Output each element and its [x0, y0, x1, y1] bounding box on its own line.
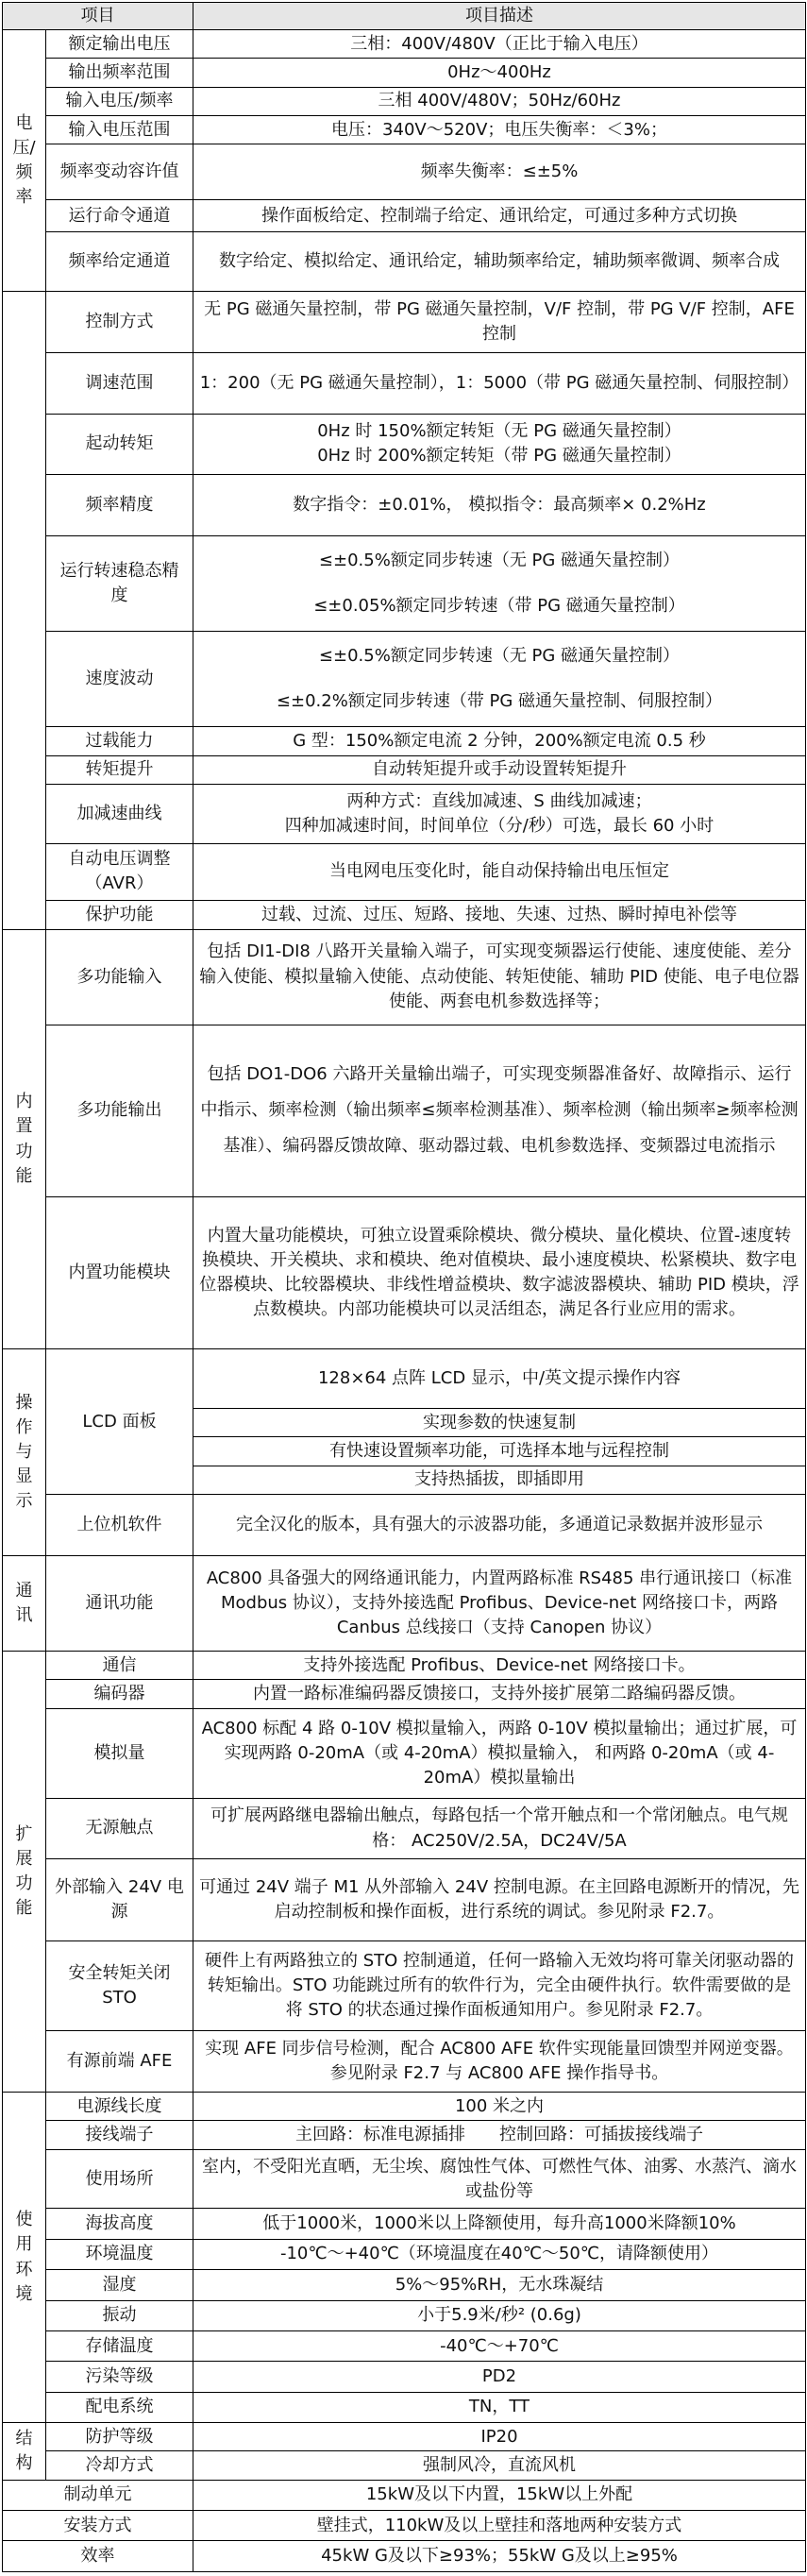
desc-cell	[193, 632, 806, 727]
desc-cell: 低于1000米，1000米以上降额使用，每升高1000米降额10%	[193, 2209, 806, 2239]
desc-cell: 支持热插拔，即插即用	[193, 1466, 806, 1494]
spec-row	[3, 87, 806, 115]
spec-row	[3, 2149, 806, 2209]
spec-row	[3, 1680, 806, 1708]
desc-cell	[193, 535, 806, 631]
desc-cell: 45kW G及以下≥93%；55kW G及以上≥95%	[193, 2541, 806, 2572]
desc-cell	[193, 414, 806, 475]
desc-cell: IP20	[193, 2422, 806, 2450]
spec-row	[3, 2330, 806, 2361]
spec-row	[3, 843, 806, 901]
desc-cell: 电压：340V～520V；电压失衡率：＜3%；	[193, 116, 806, 144]
item-cell: 编码器	[46, 1680, 193, 1708]
spec-row	[3, 1555, 806, 1651]
item-cell: 制动单元	[3, 2480, 193, 2510]
desc-cell: TN，TT	[193, 2392, 806, 2422]
desc-cell: 有快速设置频率功能，可选择本地与远程控制	[193, 1437, 806, 1466]
desc-line: 0Hz 时 200%额定转矩（带 PG 磁通矢量控制）	[317, 446, 681, 466]
desc-cell: 室内，不受阳光直晒，无尘埃、腐蚀性气体、可燃性气体、油雾、水蒸汽、滴水或盐份等	[193, 2149, 806, 2209]
item-cell: 内置功能模块	[46, 1196, 193, 1349]
desc-cell: 0Hz～400Hz	[193, 59, 806, 87]
category-cell	[3, 292, 46, 929]
spec-row	[3, 2270, 806, 2300]
category-cell: 通讯	[3, 1555, 46, 1651]
category-cell: 电压/频率	[3, 30, 46, 292]
item-cell: 冷却方式	[46, 2451, 193, 2480]
desc-cell: 可扩展两路继电器输出触点，每路包括一个常开触点和一个常闭触点。电气规格： AC250V/2.5A，DC24V/5A	[193, 1798, 806, 1859]
spec-row	[3, 1859, 806, 1941]
item-cell: 海拔高度	[46, 2209, 193, 2239]
desc-line: 0Hz 时 150%额定转矩（无 PG 磁通矢量控制）	[317, 421, 681, 442]
spec-row	[3, 2300, 806, 2330]
desc-cell: 128×64 点阵 LCD 显示，中/英文提示操作内容	[193, 1349, 806, 1409]
spec-row	[3, 2541, 806, 2572]
item-cell: 污染等级	[46, 2362, 193, 2392]
spec-row	[3, 1708, 806, 1798]
item-cell: 湿度	[46, 2270, 193, 2300]
desc-cell: 1：200（无 PG 磁通矢量控制），1：5000（带 PG 磁通矢量控制、伺服控制）	[193, 352, 806, 414]
desc-cell: 数字给定、模拟给定、通讯给定，辅助频率给定，辅助频率微调、频率合成	[193, 232, 806, 292]
desc-cell: PD2	[193, 2362, 806, 2392]
item-cell: 外部输入 24V 电源	[46, 1859, 193, 1941]
spec-row	[3, 2362, 806, 2392]
spec-row	[3, 2510, 806, 2540]
item-cell: 输出频率范围	[46, 59, 193, 87]
spec-row	[3, 116, 806, 144]
desc-cell: 100 米之内	[193, 2093, 806, 2121]
desc-cell	[193, 784, 806, 843]
item-cell: 速度波动	[46, 632, 193, 727]
item-cell: 控制方式	[46, 292, 193, 353]
item-cell: 起动转矩	[46, 414, 193, 475]
desc-cell: 频率失衡率：≤±5%	[193, 144, 806, 200]
spec-row	[3, 1196, 806, 1349]
spec-table	[2, 2, 806, 2572]
item-cell: 安全转矩关闭 STO	[46, 1941, 193, 2031]
item-cell: 上位机软件	[46, 1495, 193, 1556]
item-cell: 自动电压调整（AVR）	[46, 843, 193, 901]
item-cell: 有源前端 AFE	[46, 2031, 193, 2093]
item-cell: 无源触点	[46, 1798, 193, 1859]
spec-row	[3, 929, 806, 1025]
spec-row	[3, 1349, 806, 1409]
spec-row	[3, 1651, 806, 1679]
item-cell: 效率	[3, 2541, 193, 2572]
item-cell: 保护功能	[46, 901, 193, 929]
desc-cell: 过载、过流、过压、短路、接地、失速、过热、瞬时掉电补偿等	[193, 901, 806, 929]
desc-cell: 支持外接选配 Profibus、Device-net 网络接口卡。	[193, 1651, 806, 1679]
item-cell: 通信	[46, 1651, 193, 1679]
desc-cell: 可通过 24V 端子 M1 从外部输入 24V 控制电源。在主回路电源断开的情况，先启动控制板和操作面板，进行系统的调试。参见附录 F2.7。	[193, 1859, 806, 1941]
spec-row	[3, 755, 806, 784]
item-cell: 模拟量	[46, 1708, 193, 1798]
spec-row	[3, 1025, 806, 1196]
spec-row	[3, 1495, 806, 1556]
spec-row	[3, 2209, 806, 2239]
spec-row	[3, 2422, 806, 2450]
desc-cell: 壁挂式，110kW及以上壁挂和落地两种安装方式	[193, 2510, 806, 2540]
desc-cell: 包括 DO1-DO6 六路开关量输出端子，可实现变频器准备好、故障指示、运行中指示、频率检测（输出频率≤频率检测基准）、频率检测（输出频率≥频率检测基准）、编码器反馈故障、驱动器过载、电机参数选择、变频器过电流指示	[193, 1025, 806, 1196]
item-cell: 配电系统	[46, 2392, 193, 2422]
desc-cell: 实现 AFE 同步信号检测，配合 AC800 AFE 软件实现能量回馈型并网逆变器。参见附录 F2.7 与 AC800 AFE 操作指导书。	[193, 2031, 806, 2093]
item-cell: 电源线长度	[46, 2093, 193, 2121]
desc-cell: 主回路：标准电源插排 控制回路：可插拔接线端子	[193, 2121, 806, 2149]
item-cell: 加减速曲线	[46, 784, 193, 843]
spec-row	[3, 59, 806, 87]
desc-cell: 小于5.9米/秒² (0.6g)	[193, 2300, 806, 2330]
desc-cell: -10℃～+40℃（环境温度在40℃～50℃，请降额使用）	[193, 2239, 806, 2269]
desc-line: ≤±0.5%额定同步转速（无 PG 磁通矢量控制）	[318, 646, 681, 667]
category-cell: 结构	[3, 2422, 46, 2480]
spec-row	[3, 901, 806, 929]
desc-cell: 15kW及以下内置，15kW以上外配	[193, 2480, 806, 2510]
desc-cell: G 型：150%额定电流 2 分钟，200%额定电流 0.5 秒	[193, 727, 806, 755]
desc-cell: 三相：400V/480V（正比于输入电压）	[193, 30, 806, 59]
desc-cell: 无 PG 磁通矢量控制，带 PG 磁通矢量控制，V/F 控制，带 PG V/F 控制，AFE 控制	[193, 292, 806, 353]
desc-line: 两种方式：直线加减速、S 曲线加减速；	[346, 790, 652, 811]
desc-line: ≤±0.2%额定同步转速（带 PG 磁通矢量控制、伺服控制）	[276, 691, 723, 712]
desc-cell: -40℃～+70℃	[193, 2330, 806, 2361]
item-cell: 频率变动容许值	[46, 144, 193, 200]
desc-cell: AC800 具备强大的网络通讯能力，内置两路标准 RS485 串行通讯接口（标准 Modbus 协议），支持外接选配 Profibus、Device-net 网络接口卡，两路 Canbus 总线接口（支持 Canopen 协议）	[193, 1555, 806, 1651]
spec-row	[3, 232, 806, 292]
category-cell: 扩展功能	[3, 1651, 46, 2092]
spec-row	[3, 2093, 806, 2121]
item-cell: 额定输出电压	[46, 30, 193, 59]
desc-cell: 5%～95%RH，无水珠凝结	[193, 2270, 806, 2300]
spec-row	[3, 2031, 806, 2093]
header-row	[3, 3, 806, 30]
item-cell: 存储温度	[46, 2330, 193, 2361]
category-cell: 使用环境	[3, 2093, 46, 2423]
header-description: 项目描述	[193, 3, 806, 30]
spec-row	[3, 30, 806, 59]
item-cell: 多功能输出	[46, 1025, 193, 1196]
item-cell: 安装方式	[3, 2510, 193, 2540]
item-cell: 输入电压/频率	[46, 87, 193, 115]
header-item: 项目	[3, 3, 193, 30]
desc-cell: 数字指令：±0.01%， 模拟指令：最高频率× 0.2%Hz	[193, 475, 806, 536]
item-cell: 通讯功能	[46, 1555, 193, 1651]
spec-row	[3, 2121, 806, 2149]
item-cell: 环境温度	[46, 2239, 193, 2269]
spec-row	[3, 2392, 806, 2422]
category-cell: 操作与显示	[3, 1349, 46, 1555]
desc-cell: 强制风冷，直流风机	[193, 2451, 806, 2480]
item-cell: 接线端子	[46, 2121, 193, 2149]
desc-cell: AC800 标配 4 路 0-10V 模拟量输入，两路 0-10V 模拟量输出；通过扩展，可实现两路 0-20mA（或 4-20mA）模拟量输入， 和两路 0-20mA（或 4-20mA）模拟量输出	[193, 1708, 806, 1798]
category-cell: 内置功能	[3, 929, 46, 1349]
spec-row	[3, 2451, 806, 2480]
item-cell: 防护等级	[46, 2422, 193, 2450]
item-cell: 运行命令通道	[46, 200, 193, 232]
desc-cell: 包括 DI1-DI8 八路开关量输入端子，可实现变频器运行使能、速度使能、差分输入使能、模拟量输入使能、点动使能、转矩使能、辅助 PID 使能、电子电位器使能、两套电机参数选择等；	[193, 929, 806, 1025]
spec-row	[3, 1798, 806, 1859]
spec-row	[3, 352, 806, 414]
desc-line: ≤±0.5%额定同步转速（无 PG 磁通矢量控制）	[318, 550, 681, 570]
desc-cell: 三相 400V/480V；50Hz/60Hz	[193, 87, 806, 115]
spec-row	[3, 727, 806, 755]
spec-row	[3, 200, 806, 232]
desc-cell: 内置一路标准编码器反馈接口，支持外接扩展第二路编码器反馈。	[193, 1680, 806, 1708]
item-cell: 调速范围	[46, 352, 193, 414]
item-cell: 运行转速稳态精度	[46, 535, 193, 631]
spec-row	[3, 144, 806, 200]
spec-row	[3, 535, 806, 631]
item-cell: 输入电压范围	[46, 116, 193, 144]
item-cell: 多功能输入	[46, 929, 193, 1025]
spec-row	[3, 784, 806, 843]
spec-row	[3, 292, 806, 353]
desc-line: ≤±0.05%额定同步转速（带 PG 磁通矢量控制）	[313, 596, 685, 617]
spec-row	[3, 1941, 806, 2031]
spec-row	[3, 632, 806, 727]
item-cell: LCD 面板	[46, 1349, 193, 1495]
item-cell: 频率精度	[46, 475, 193, 536]
desc-line: 四种加减速时间，时间单位（分/秒）可选，最长 60 小时	[284, 815, 715, 836]
desc-cell: 内置大量功能模块，可独立设置乘除模块、微分模块、量化模块、位置-速度转换模块、开关模块、求和模块、绝对值模块、最小速度模块、松紧模块、数字电位器模块、比较器模块、非线性增益模块、数字滤波器模块、辅助 PID 模块，浮点数模块。内部功能模块可以灵活组态，满足各行业应用的需求。	[193, 1196, 806, 1349]
desc-cell: 完全汉化的版本，具有强大的示波器功能，多通道记录数据并波形显示	[193, 1495, 806, 1556]
desc-cell: 硬件上有两路独立的 STO 控制通道，任何一路输入无效均将可靠关闭驱动器的转矩输出。STO 功能跳过所有的软件行为，完全由硬件执行。软件需要做的是将 STO 的状态通过操作面板通知用户。参见附录 F2.7。	[193, 1941, 806, 2031]
spec-row	[3, 2480, 806, 2510]
item-cell: 频率给定通道	[46, 232, 193, 292]
item-cell: 使用场所	[46, 2149, 193, 2209]
desc-cell: 操作面板给定、控制端子给定、通讯给定，可通过多种方式切换	[193, 200, 806, 232]
spec-row	[3, 475, 806, 536]
desc-cell: 自动转矩提升或手动设置转矩提升	[193, 755, 806, 784]
item-cell: 振动	[46, 2300, 193, 2330]
item-cell: 过载能力	[46, 727, 193, 755]
desc-cell: 实现参数的快速复制	[193, 1409, 806, 1437]
spec-row	[3, 414, 806, 475]
item-cell: 转矩提升	[46, 755, 193, 784]
desc-cell: 当电网电压变化时，能自动保持输出电压恒定	[193, 843, 806, 901]
spec-row	[3, 2239, 806, 2269]
